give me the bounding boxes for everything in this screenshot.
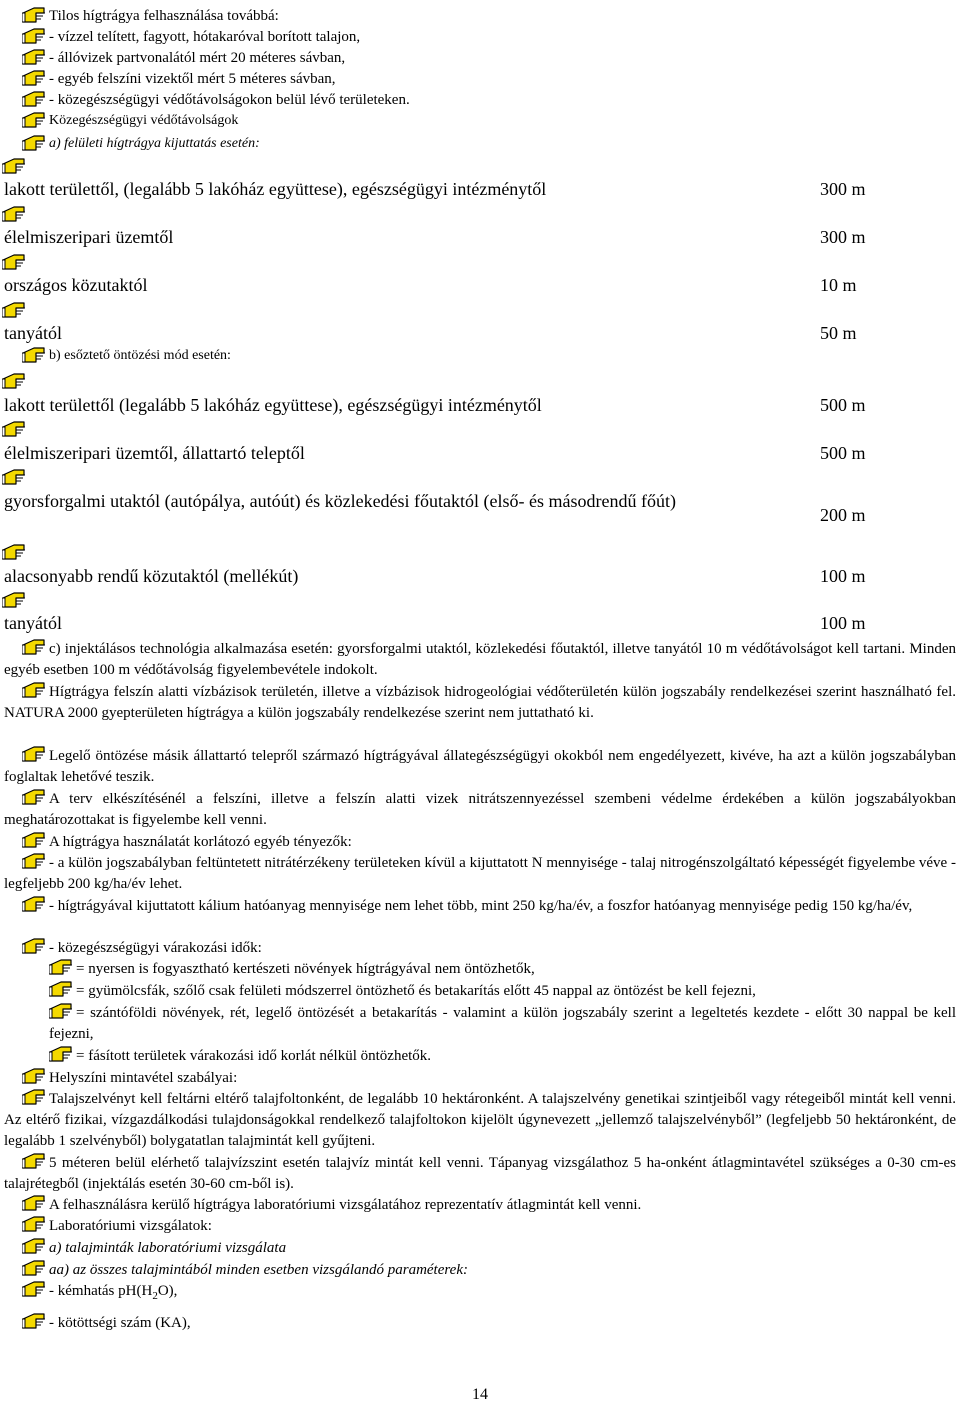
pointing-hand-icon (22, 831, 47, 849)
text: Tilos hígtrágya felhasználása továbbá: (49, 8, 279, 24)
text: b) esőztető öntözési mód esetén: (49, 348, 231, 363)
distance-value: 100 m (820, 566, 866, 586)
paragraph (4, 745, 956, 788)
text: - közegészségügyi várakozási idők: (49, 940, 262, 956)
distance-label: gyorsforgalmi utaktól (autópálya, autóút) és közlekedési főutaktól (első- és másodrendű főút) (4, 491, 676, 511)
pointing-hand-icon (2, 253, 27, 271)
pointing-hand-icon (22, 1088, 47, 1106)
pointing-hand-icon (22, 1237, 47, 1255)
text: Helyszíni mintavétel szabályai: (49, 1070, 238, 1086)
text: - állóvizek partvonalától mért 20 méteres sávban, (49, 50, 346, 66)
text: a) talajminták laboratóriumi vizsgálata (49, 1240, 287, 1256)
text: = gyümölcsfák, szőlő csak felületi módszerrel öntözhető és betakarítás előtt 45 nappal az öntözést be kell fejezni, (76, 983, 756, 999)
paragraph (4, 937, 956, 959)
pointing-hand-icon (22, 638, 47, 656)
text: Legelő öntözése másik állattartó telepről származó hígtrágyával állategészségügyi okokból nem engedélyezett, kivéve, ha azt a külön jogszabályban foglaltak lehetővé teszik. (4, 748, 956, 785)
pointing-hand-icon (22, 1259, 47, 1277)
pointing-hand-icon (2, 420, 27, 438)
paragraph (49, 1002, 956, 1045)
text: - egyéb felszíni vizektől mért 5 méteres sávban, (49, 71, 336, 87)
pointing-hand-icon (22, 1280, 47, 1298)
distance-label: alacsonyabb rendű közutaktól (mellékút) (4, 566, 299, 586)
pointing-hand-icon (22, 1312, 47, 1330)
text: - hígtrágyával kijuttatott kálium hatóanyag mennyisége nem lehet több, mint 250 kg/ha/év, a foszfor hatóanyag mennyisége pedig 150 kg/ha/év, (49, 898, 913, 914)
text: Hígtrágya felszín alatti vízbázisok területén, illetve a vízbázisok hidrogeológiai védőterületén külön jogszabály rendelkezései szerint használható fel. NATURA 2000 gyepterületen hígtrágya a külön jogszabály rendelkezése szerint nem juttatható ki. (4, 684, 956, 721)
pointing-hand-icon (22, 788, 47, 806)
text: c) injektálásos technológia alkalmazása esetén: gyorsforgalmi utaktól, közlekedési főutaktól, illetve tanyától 10 m védőtávolságot kell tartani. Minden egyéb esetben 100 m védőtávolság figyelembevétele indokolt. (4, 641, 956, 678)
pointing-hand-icon (49, 1002, 74, 1020)
header-line (22, 6, 279, 26)
distance-label: élelmiszeripari üzemtől (4, 227, 174, 247)
distance-value: 300 m (820, 179, 866, 199)
distance-label: lakott területtől (legalább 5 lakóház együttese), egészségügyi intézménytől (4, 395, 542, 415)
text: O), (157, 1283, 178, 1299)
paragraph (4, 1067, 956, 1089)
distance-label: tanyától (4, 613, 62, 633)
header-line (22, 69, 336, 89)
pointing-hand-icon (22, 1067, 47, 1085)
paragraph (4, 788, 956, 831)
pointing-hand-icon (22, 1194, 47, 1212)
pointing-hand-icon (22, 69, 47, 87)
pointing-hand-icon (22, 895, 47, 913)
distance-value: 500 m (820, 395, 866, 415)
pointing-hand-icon (22, 852, 47, 870)
text: Közegészségügyi védőtávolságok (49, 113, 239, 128)
text: = nyersen is fogyasztható kertészeti növények hígtrágyával nem öntözhetők, (76, 961, 535, 977)
distance-value: 10 m (820, 275, 857, 295)
text: - vízzel telített, fagyott, hótakaróval borított talajon, (49, 29, 361, 45)
text: - kémhatás pH(H (49, 1283, 153, 1299)
text: A felhasználásra kerülő hígtrágya laboratóriumi vizsgálatához reprezentatív átlagmintát kell venni. (49, 1197, 642, 1213)
text: - kötöttségi szám (KA), (49, 1315, 191, 1331)
distance-label: élelmiszeripari üzemtől, állattartó teleptől (4, 443, 305, 463)
pointing-hand-icon (2, 157, 27, 175)
paragraph (4, 1259, 956, 1281)
paragraph (4, 1312, 956, 1334)
paragraph (4, 831, 956, 853)
pointing-hand-icon (22, 937, 47, 955)
pointing-hand-icon (49, 980, 74, 998)
pointing-hand-icon (22, 346, 47, 364)
distance-label: országos közutaktól (4, 275, 148, 295)
distance-value: 50 m (820, 323, 857, 343)
pointing-hand-icon (22, 745, 47, 763)
pointing-hand-icon (22, 1215, 47, 1233)
text: A hígtrágya használatát korlátozó egyéb tényezők: (49, 834, 352, 850)
paragraph (49, 958, 956, 980)
paragraph (4, 1237, 956, 1259)
pointing-hand-icon (2, 372, 27, 390)
header-line (22, 48, 345, 68)
section-b-title (22, 346, 231, 366)
pointing-hand-icon (2, 468, 27, 486)
pointing-hand-icon (22, 111, 47, 129)
paragraph (4, 1215, 956, 1237)
pointing-hand-icon (22, 681, 47, 699)
text: - közegészségügyi védőtávolságokon belül lévő területeken. (49, 92, 410, 108)
distance-label: lakott területtől, (legalább 5 lakóház együttese), egészségügyi intézménytől (4, 179, 547, 199)
pointing-hand-icon (49, 958, 74, 976)
paragraph (4, 852, 956, 895)
text: Talajszelvényt kell feltárni eltérő talajfoltonként, de legalább 10 hektáronként. A talajszelvény genetikai szintjeiből vagy rétegeiből mintát kell venni. Az eltérő fizikai, vízgazdálkodási tulajdonságokkal rendelkező talajfoltokon kijelölt úgynevezett „jellemző talajszelvényből” (legfeljebb 50 hektáronként, de legalább 1 szelvényből) bolygatatlan talajmintát kell gyűjteni. (4, 1091, 956, 1149)
pointing-hand-icon (22, 6, 47, 24)
header-line (22, 27, 360, 47)
paragraph (4, 681, 956, 724)
paragraph (4, 895, 956, 917)
distance-value: 300 m (820, 227, 866, 247)
pointing-hand-icon (2, 301, 27, 319)
paragraph (4, 1194, 956, 1216)
pointing-hand-icon (2, 543, 27, 561)
distance-value: 200 m (820, 505, 866, 525)
text: 5 méteren belül elérhető talajvízszint esetén talajvíz mintát kell venni. Tápanyag vizsgálathoz 5 ha-onként átlagmintavétel szükséges a 0-30 cm-es talajrétegből (injektálás esetén 30-60 cm-ből is). (4, 1155, 956, 1192)
distance-label: tanyától (4, 323, 62, 343)
text: A terv elkészítésénél a felszíni, illetve a felszín alatti vizek nitrátszennyezéssel szembeni védelme érdekében a külön jogszabályokban meghatározottakat is figyelembe kell venni. (4, 791, 956, 828)
pointing-hand-icon (22, 48, 47, 66)
paragraph (4, 638, 956, 681)
page-number: 14 (472, 1386, 488, 1403)
distance-value: 100 m (820, 613, 866, 633)
header-line (22, 134, 260, 154)
text: Laboratóriumi vizsgálatok: (49, 1218, 212, 1234)
pointing-hand-icon (22, 1152, 47, 1170)
paragraph (4, 1088, 956, 1152)
text: = szántóföldi növények, rét, legelő öntözését a betakarítás - valamint a külön jogszabály szerint a legeltetés kezdete - előtt 30 nappal be kell fejezni, (49, 1005, 956, 1042)
subscript: 2 (152, 1290, 158, 1302)
paragraph (4, 1152, 956, 1195)
header-line (22, 111, 238, 131)
distance-value: 500 m (820, 443, 866, 463)
pointing-hand-icon (2, 591, 27, 609)
text: - a külön jogszabályban feltüntetett nitrátérzékeny területeken kívül a kijuttatott N mennyisége - talaj nitrogénszolgáltató képességét figyelembe véve - legfeljebb 200 kg/ha/év lehet. (4, 855, 956, 892)
text: aa) az összes talajmintából minden esetben vizsgálandó paraméterek: (49, 1262, 468, 1278)
pointing-hand-icon (22, 90, 47, 108)
pointing-hand-icon (49, 1045, 74, 1063)
pointing-hand-icon (22, 134, 47, 152)
paragraph (4, 1280, 956, 1307)
header-line (22, 90, 410, 110)
paragraph (49, 980, 956, 1002)
pointing-hand-icon (22, 27, 47, 45)
paragraph (49, 1045, 956, 1067)
pointing-hand-icon (2, 205, 27, 223)
text: = fásított területek várakozási idő korlát nélkül öntözhetők. (76, 1048, 432, 1064)
text: a) felületi hígtrágya kijuttatás esetén: (49, 136, 260, 151)
